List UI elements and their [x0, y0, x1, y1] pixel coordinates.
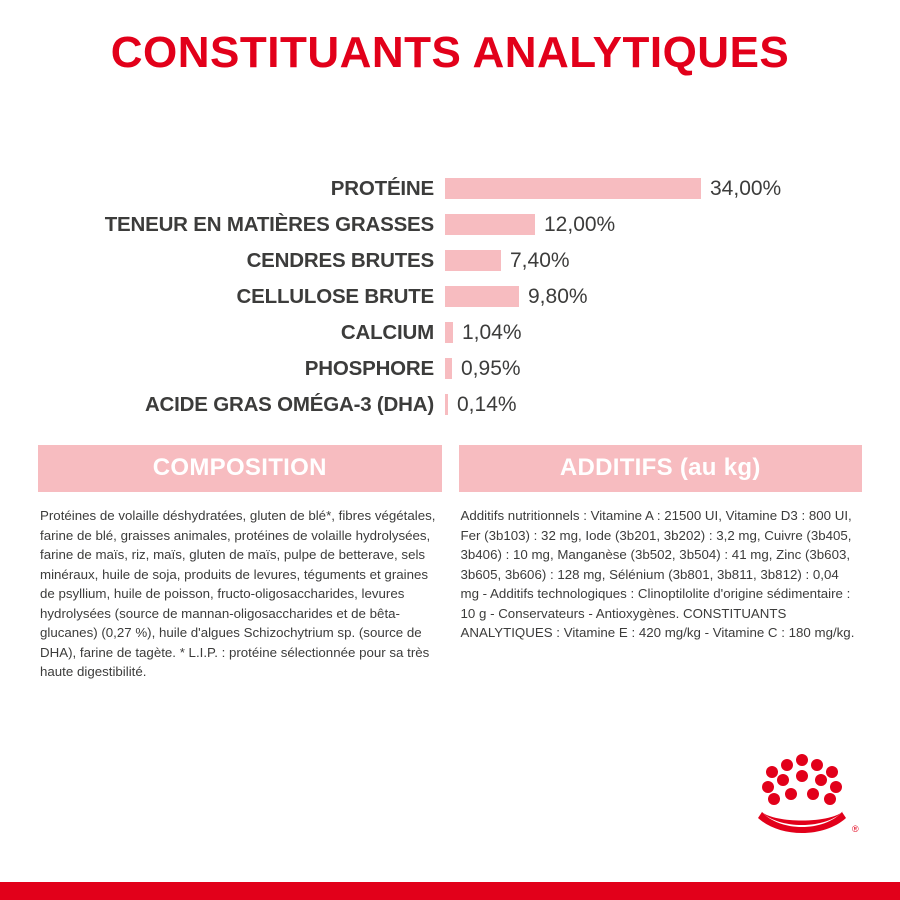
chart-value-label: 12,00%	[544, 212, 616, 236]
chart-bar	[445, 322, 453, 343]
chart-row	[40, 244, 860, 277]
additifs-text: Additifs nutritionnels : Vitamine A : 21500 UI, Vitamine D3 : 800 UI, Fer (3b103) : 32 mg, Iode (3b201, 3b202) : 3,2 mg, Cuivre (3b405, 3b406) : 10 mg, Manganèse (3b502, 3b504) : 41 mg, Zinc (3b603, 3b605, 3b606) : 128 mg, Sélénium (3b801, 3b811, 3b812) : 0,04 mg - Additifs technologiques : Clinoptilolite d'origine sédimentaire : 10 g - Conservateurs - Antioxygènes. CONSTITUANTS ANALYTIQUES : Vitamine E : 420 mg/kg - Vitamine C : 180 mg/kg.	[460, 508, 855, 641]
svg-text:®: ®	[852, 824, 859, 834]
chart-category-label: CELLULOSE BRUTE	[236, 284, 434, 308]
page-title: CONSTITUANTS ANALYTIQUES	[110, 28, 790, 77]
chart-row	[40, 388, 860, 421]
chart-bar-wrap	[445, 285, 860, 309]
chart-bar	[445, 394, 448, 415]
chart-bar-wrap	[445, 213, 860, 237]
composition-heading: COMPOSITION	[38, 445, 442, 492]
analytical-constituents-chart	[0, 172, 900, 421]
chart-category-label: TENEUR EN MATIÈRES GRASSES	[104, 212, 434, 236]
chart-category-label: ACIDE GRAS OMÉGA-3 (DHA)	[144, 392, 434, 416]
chart-category-label: CENDRES BRUTES	[246, 248, 434, 272]
chart-category-label: PROTÉINE	[330, 176, 434, 200]
additifs-heading: ADDITIFS (au kg)	[459, 445, 863, 492]
chart-bar-wrap	[445, 321, 860, 345]
composition-panel	[38, 445, 442, 682]
chart-value-label: 0,14%	[457, 392, 517, 416]
chart-category-label: CALCIUM	[340, 320, 434, 344]
chart-bar	[445, 286, 519, 307]
footer-accent-bar	[0, 882, 900, 900]
chart-bar	[445, 358, 452, 379]
composition-text: Protéines de volaille déshydratées, gluten de blé*, fibres végétales, farine de blé, graisses animales, protéines de volaille hydrolysées, farine de maïs, riz, maïs, gluten de maïs, pulpe de betterave, sels minéraux, huile de soja, produits de levures, téguments et graines de psyllium, huile de poisson, fructo-oligosaccharides, levures hydrolysées (source de mannan-oligosaccharides et de bêta-glucanes) (0,27 %), huile d'algues Schizochytrium sp. (source de DHA), farine de tagète. * L.I.P. : protéine sélectionnée pour sa très haute digestibilité.	[40, 508, 436, 680]
chart-row	[40, 352, 860, 385]
info-panels	[0, 445, 900, 682]
chart-bar-wrap	[445, 393, 860, 417]
chart-category-label: PHOSPHORE	[304, 356, 434, 380]
chart-row	[40, 280, 860, 313]
royal-canin-crown-logo-icon	[754, 748, 864, 838]
chart-bar	[445, 214, 535, 235]
chart-row	[40, 208, 860, 241]
composition-body	[38, 492, 442, 682]
chart-bar	[445, 178, 701, 199]
chart-bar-wrap	[445, 357, 860, 381]
chart-row	[40, 172, 860, 205]
chart-value-label: 1,04%	[462, 320, 522, 344]
chart-bar	[445, 250, 501, 271]
chart-row	[40, 316, 860, 349]
chart-value-label: 9,80%	[528, 284, 588, 308]
chart-bar-wrap	[445, 177, 860, 201]
additifs-body	[459, 492, 863, 643]
chart-bar-wrap	[445, 249, 860, 273]
chart-value-label: 34,00%	[710, 176, 782, 200]
chart-value-label: 0,95%	[461, 356, 521, 380]
additifs-panel	[459, 445, 863, 682]
chart-value-label: 7,40%	[510, 248, 570, 272]
